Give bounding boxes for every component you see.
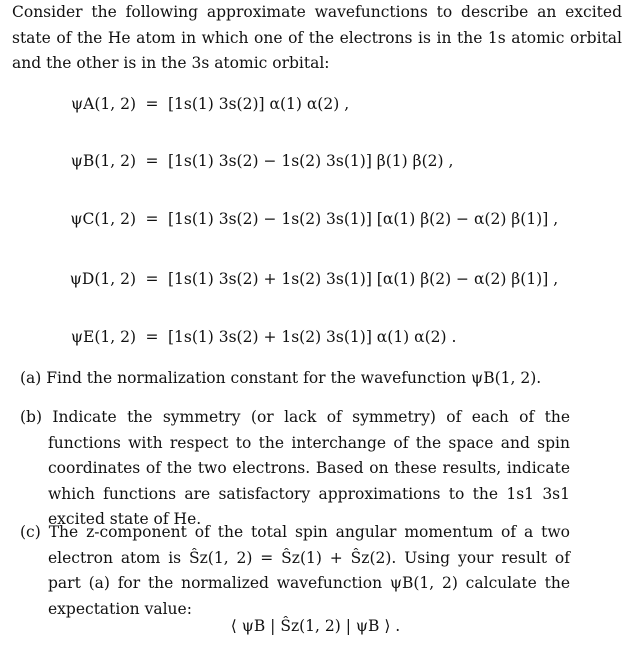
- equals-sign: =: [145, 270, 159, 288]
- equals-sign: =: [145, 328, 159, 346]
- part-a-text: (a) Find the normalization constant for the wavefunction ψB(1, 2).: [20, 369, 542, 387]
- equation-rhs: [1s(1) 3s(2) − 1s(2) 3s(1)] β(1) β(2) ,: [168, 152, 454, 170]
- equals-sign: =: [145, 210, 159, 228]
- equals-sign: =: [145, 95, 159, 113]
- part-b: [20, 405, 570, 533]
- equation-rhs: [1s(1) 3s(2) + 1s(2) 3s(1)] α(1) α(2) .: [168, 328, 457, 346]
- expectation-value-equation: ⟨ ψB | Ŝz(1, 2) | ψB ⟩ .: [230, 617, 401, 635]
- equation-psi-e: [62, 328, 456, 346]
- equation-psi-a: [62, 95, 349, 113]
- intro-paragraph: Consider the following approximate wavefunctions to describe an excited state of the He atom in which one of the electrons is in the 1s atomic orbital and the other is in the 3s atomic orbital:: [12, 3, 622, 72]
- part-a: [20, 366, 570, 392]
- equation-psi-d: [62, 270, 558, 288]
- part-c: [20, 520, 570, 622]
- equation-lhs: ψB(1, 2): [70, 152, 136, 170]
- equation-lhs: ψA(1, 2): [70, 95, 136, 113]
- equation-lhs: ψE(1, 2): [70, 328, 136, 346]
- equation-rhs: [1s(1) 3s(2) + 1s(2) 3s(1)] [α(1) β(2) − α(2) β(1)] ,: [168, 270, 559, 288]
- equation-psi-b: [62, 152, 453, 170]
- equation-lhs: ψC(1, 2): [70, 210, 136, 228]
- equation-lhs: ψD(1, 2): [69, 270, 136, 288]
- equation-psi-c: [62, 210, 558, 228]
- equation-rhs: [1s(1) 3s(2) − 1s(2) 3s(1)] [α(1) β(2) − α(2) β(1)] ,: [168, 210, 559, 228]
- part-c-text: (c) The z-component of the total spin angular momentum of a two electron atom is Ŝz(1, 2) = Ŝz(1) + Ŝz(2). Using your result of part (a) for the normalized wavefunction ψB(1, 2) calculate the expectation value:: [20, 523, 570, 618]
- part-b-text: (b) Indicate the symmetry (or lack of symmetry) of each of the functions with respect to the interchange of the space and spin coordinates of the two electrons. Based on these results, indicate which functions are satisfactory approximations to the 1s1 3s1 excited state of He.: [20, 408, 570, 528]
- equals-sign: =: [145, 152, 159, 170]
- equation-rhs: [1s(1) 3s(2)] α(1) α(2) ,: [168, 95, 350, 113]
